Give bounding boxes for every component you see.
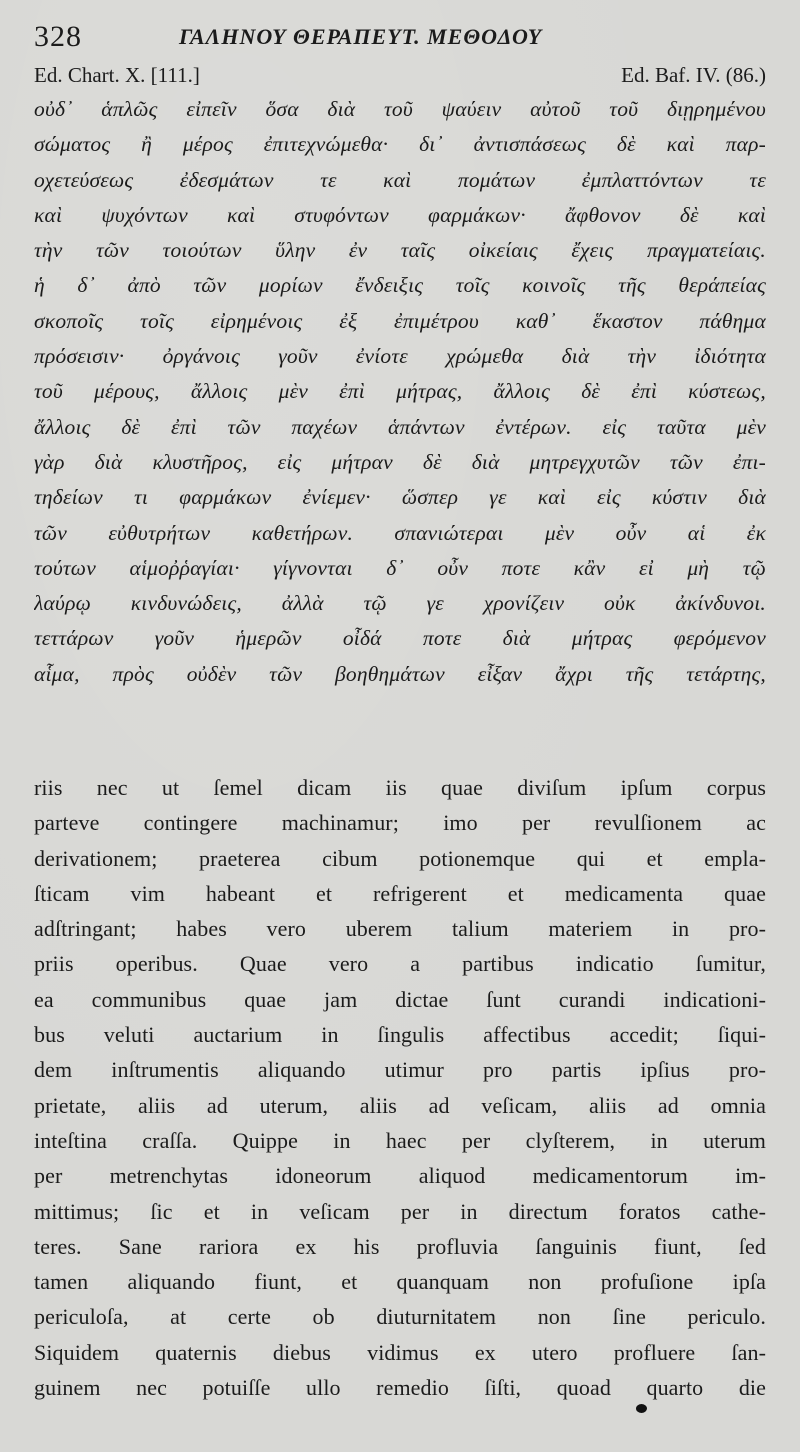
greek-text-line: τηδείων τι φαρμάκων ἐνίεμεν· ὥσπερ γε καὶ εἰς κύστιν διὰ: [34, 485, 766, 510]
latin-text-line: prietate, aliis ad uterum, aliis ad veſicam, aliis ad omnia: [34, 1092, 766, 1118]
greek-text-line: τῶν εὐθυτρήτων καθετήρων. σπανιώτεραι μὲν οὖν αἱ ἐκ: [34, 520, 766, 545]
running-title: ΓΑΛΗΝΟΥ ΘΕΡΑΠΕΥΤ. ΜΕΘΟΔΟΥ: [179, 24, 543, 49]
latin-text-line: adſtringant; habes vero uberem talium materiem in pro-: [34, 916, 766, 942]
greek-text-line: καὶ ψυχόντων καὶ στυφόντων φαρμάκων· ἄφθονον δὲ καὶ: [34, 202, 766, 227]
latin-text-line: derivationem; praeterea cibum potionemque qui et empla-: [34, 845, 766, 871]
latin-text-line: bus veluti auctarium in ſingulis affectibus accedit; ſiqui-: [34, 1022, 766, 1048]
latin-text-line: mittimus; ſic et in veſicam per in directum foratos cathe-: [34, 1198, 766, 1224]
latin-text-line: parteve contingere machinamur; imo per revulſionem ac: [34, 810, 766, 836]
greek-text-line: τὴν τῶν τοιούτων ὕλην ἐν ταῖς οἰκείαις ἔχεις πραγματείαις.: [34, 238, 766, 263]
latin-text-line: tamen aliquando fiunt, et quanquam non profuſione ipſa: [34, 1269, 766, 1295]
greek-text-line: λαύρῳ κινδυνώδεις, ἀλλὰ τῷ γε χρονίζειν οὐκ ἀκίνδυνοι.: [34, 591, 766, 616]
basel-edition-reference: Ed. Baf. IV. (86.): [621, 63, 766, 87]
latin-text-line: riis nec ut ſemel dicam iis quae diviſum ipſum corpus: [34, 775, 766, 800]
greek-text-line: ἄλλοις δὲ ἐπὶ τῶν παχέων ἁπάντων ἐντέρων. εἰς ταῦτα μὲν: [34, 414, 766, 439]
ink-blot: [636, 1404, 647, 1413]
greek-text-line: σκοποῖς τοῖς εἰρημένοις ἐξ ἐπιμέτρου καθ᾽ ἕκαστον πάθημα: [34, 308, 766, 333]
greek-text-line: τοῦ μέρους, ἄλλοις μὲν ἐπὶ μήτρας, ἄλλοις δὲ ἐπὶ κύστεως,: [34, 379, 766, 404]
latin-text-line: Siquidem quaternis diebus vidimus ex utero profluere ſan-: [34, 1339, 766, 1365]
edition-references: [34, 60, 766, 90]
page-number: 328: [34, 20, 82, 53]
latin-text-line: per metrenchytas idoneorum aliquod medicamentorum im-: [34, 1163, 766, 1189]
latin-text-line: priis operibus. Quae vero a partibus indicatio ſumitur,: [34, 951, 766, 977]
greek-text-line: σώματος ἢ μέρος ἐπιτεχνώμεθα· δι᾽ ἀντισπάσεως δὲ καὶ παρ-: [34, 132, 766, 157]
latin-text-line: inteſtina craſſa. Quippe in haec per clyſterem, in uterum: [34, 1127, 766, 1153]
greek-text-line: τεττάρων γοῦν ἡμερῶν οἶδά ποτε διὰ μήτρας φερόμενον: [34, 626, 766, 651]
greek-text-line: γὰρ διὰ κλυστῆρος, εἰς μήτραν δὲ διὰ μητρεγχυτῶν τῶν ἐπι-: [34, 449, 766, 474]
greek-text-line: αἷμα, πρὸς οὐδὲν τῶν βοηθημάτων εἶξαν ἄχρι τῆς τετάρτης,: [34, 661, 766, 686]
latin-text-line: periculoſa, at certe ob diuturnitatem non ſine periculo.: [34, 1304, 766, 1330]
greek-text-line: οὐδ᾽ ἁπλῶς εἰπεῖν ὅσα διὰ τοῦ ψαύειν αὐτοῦ τοῦ διῃρημένου: [34, 97, 766, 121]
latin-text-line: teres. Sane rariora ex his profluvia ſanguinis fiunt, ſed: [34, 1233, 766, 1259]
latin-text-block: [34, 770, 766, 1405]
greek-text-block: [34, 92, 766, 692]
greek-text-line: πρόσεισιν· ὀργάνοις γοῦν ἐνίοτε χρώμεθα διὰ τὴν ἰδιότητα: [34, 344, 766, 369]
latin-text-line: dem inſtrumentis aliquando utimur pro partis ipſius pro-: [34, 1057, 766, 1083]
latin-text-line: ſticam vim habeant et refrigerent et medicamenta quae: [34, 880, 766, 906]
greek-text-line: ἡ δ᾽ ἀπὸ τῶν μορίων ἔνδειξις τοῖς κοινοῖς τῆς θεράπείας: [34, 273, 766, 298]
chartier-edition-reference: Ed. Chart. X. [111.]: [34, 63, 200, 87]
latin-text-line: ea communibus quae jam dictae ſunt curandi indicationi-: [34, 986, 766, 1012]
page-header: [34, 20, 766, 54]
greek-text-line: οχετεύσεως ἐδεσμάτων τε καὶ πομάτων ἐμπλαττόντων τε: [34, 167, 766, 192]
latin-text-line: guinem nec potuiſſe ullo remedio ſiſti, quoad quarto die: [34, 1375, 766, 1401]
greek-text-line: τούτων αἱμοῤῥαγίαι· γίγνονται δ᾽ οὖν ποτε κἂν εἰ μὴ τῷ: [34, 555, 766, 580]
